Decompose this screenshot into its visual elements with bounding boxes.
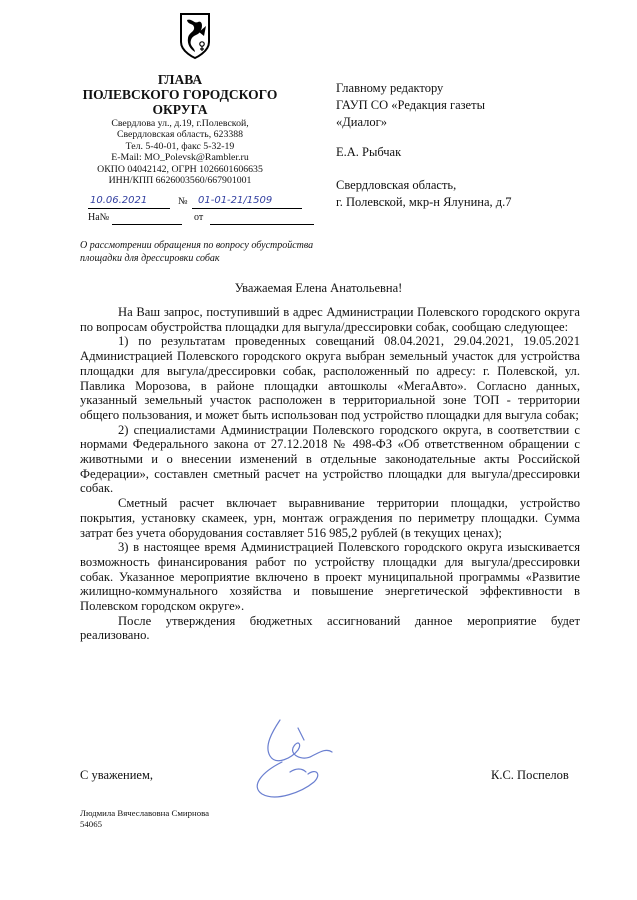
reference-date-underline: [210, 224, 314, 225]
closing-phrase: С уважением,: [80, 768, 153, 782]
reference-number-label: На№: [88, 212, 110, 223]
issuer-phone: Тел. 5-40-01, факс 5-32-19: [125, 140, 235, 152]
reference-date-label: от: [194, 212, 204, 223]
body-paragraph: 3) в настоящее время Администрацией Полевского городского округа изыскивается возможность финансирования работ по устройству площадки для выгула/дрессировки собак. Указанное мероприятие включено в проект муниципальной программы «Развитие жилищно-коммунального хозяйства и повышение энергетической эффективности в Полевском городском округе».: [80, 540, 580, 614]
date-underline: [88, 208, 170, 209]
addressee-block: [336, 80, 485, 131]
addressee-position: Главному редактору: [336, 81, 444, 95]
issuer-contact-block: [60, 118, 300, 186]
coat-of-arms-emblem: [178, 12, 212, 60]
subject-line: О рассмотрении обращения по вопросу обустройства: [80, 240, 314, 251]
letter-body: [80, 305, 580, 643]
issuer-okpo-ogrn: ОКПО 04042142, ОГРН 1026601606635: [97, 163, 263, 175]
body-paragraph: После утверждения бюджетных ассигнований данное мероприятие будет реализовано.: [80, 613, 580, 643]
subject-line: площадки для дрессировки собак: [80, 253, 220, 264]
executor-block: [80, 808, 209, 829]
registration-date: 10.06.2021: [90, 195, 148, 206]
executor-name: Людмила Вячеславовна Смирнова: [80, 808, 210, 818]
registration-number: 01-01-21/1509: [198, 195, 273, 206]
addressee-organization: «Диалог»: [336, 115, 387, 129]
issuer-email: E-Mail: MO_Polevsk@Rambler.ru: [111, 152, 249, 164]
body-paragraph: 1) по результатам проведенных совещаний 08.04.2021, 29.04.2021, 19.05.2021 Администрацией Полевского городского округа выбран земельный участок для устройства площадки для выгула/дрессировки собак, расположенный по адресу: г. Полевской, ул. Павлика Морозова, в районе площадки автошколы «МегаАвто». Согласно данных, указанный земельный участок расположен в территориальной зоне ТОП - территории общего пользования, и может быть использован под устройство площадки для выгула собак;: [80, 334, 580, 422]
body-paragraph: Сметный расчет включает выравнивание территории площадки, устройство покрытия, установку скамеек, урн, монтаж ограждения по периметру площадки. Сумма затрат без учета оборудования составляет 516 985,2 рублей (в текущих ценах);: [80, 496, 580, 540]
issuer-title-line: ГЛАВА: [157, 72, 203, 87]
body-paragraph: На Ваш запрос, поступивший в адрес Администрации Полевского городского округа по вопросам обустройства площадки для выгула/дрессировки собак, сообщаю следующее:: [80, 305, 580, 334]
outgoing-registration-line: [88, 195, 318, 209]
issuer-title-line: ОКРУГА: [152, 102, 208, 117]
addressee-address-line: Свердловская область,: [336, 178, 457, 192]
addressee-address: [336, 177, 512, 211]
addressee-name: Е.А. Рыбчак: [336, 145, 402, 159]
issuer-title-line: ПОЛЕВСКОГО ГОРОДСКОГО: [82, 87, 278, 102]
number-underline: [192, 208, 302, 209]
issuer-title: [60, 72, 300, 117]
issuer-inn-kpp: ИНН/КПП 6626003560/667901001: [108, 175, 252, 187]
letter-subject: [80, 239, 340, 265]
addressee-organization: ГАУП СО «Редакция газеты: [336, 98, 485, 112]
executor-phone: 54065: [80, 818, 102, 829]
salutation: Уважаемая Елена Анатольевна!: [234, 281, 403, 295]
addressee-address-line: г. Полевской, мкр-н Ялунина, д.7: [336, 195, 512, 209]
reference-number-underline: [112, 224, 182, 225]
incoming-reference-line: [88, 211, 318, 225]
body-paragraph: 2) специалистами Администрации Полевского городского округа, в соответствии с нормами Федерального закона от 27.12.2018 № 498-ФЗ «Об ответственном обращении с животными и о внесении изменений в отдельные законодательные акты Российской Федерации», составлен сметный расчет на устройство площадки для выгула/дрессировки собак.: [80, 422, 580, 496]
issuer-address-line: Свердловская область, 623388: [116, 129, 244, 141]
issuer-address-line: Свердлова ул., д.19, г.Полевской,: [111, 118, 249, 129]
handwritten-signature: [242, 712, 352, 802]
signer-name: К.С. Поспелов: [491, 768, 569, 782]
registration-number-label: №: [178, 196, 188, 207]
